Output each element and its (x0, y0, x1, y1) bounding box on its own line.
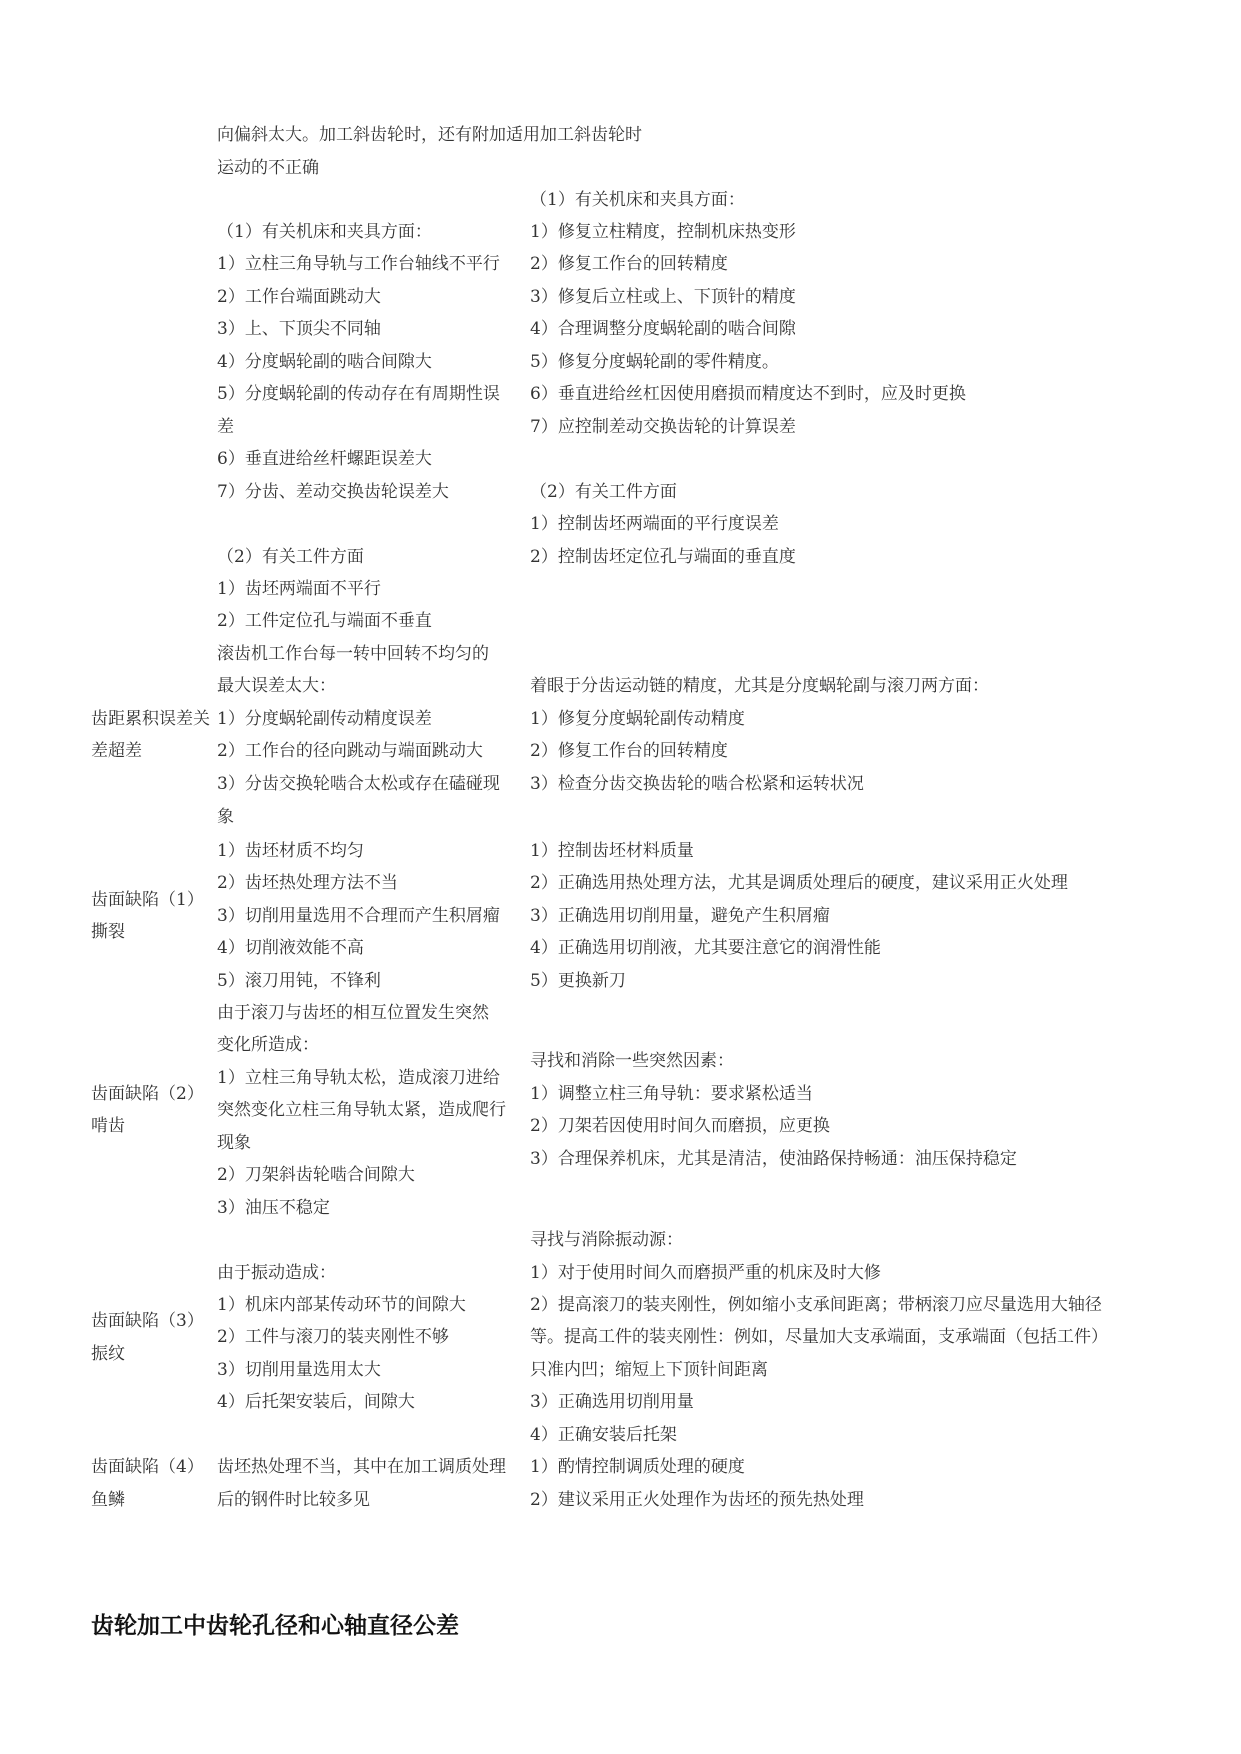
fix-line: 4）正确安装后托架 (530, 1425, 677, 1445)
fix-line: 3）正确选用切削用量，避免产生积屑瘤 (530, 906, 830, 926)
fix-line: 只准内凹；缩短上下顶针间距离 (530, 1360, 768, 1380)
fix-line: 4）合理调整分度蜗轮副的啮合间隙 (530, 319, 796, 339)
fix-line: 7）应控制差动交换齿轮的计算误差 (530, 417, 796, 437)
fix-line: 2）正确选用热处理方法，尤其是调质处理后的硬度，建议采用正火处理 (530, 873, 1068, 893)
fix-line: 1）修复分度蜗轮副传动精度 (530, 709, 745, 729)
cause-line: 3）上、下顶尖不同轴 (217, 319, 381, 339)
cause-line: 运动的不正确 (217, 158, 319, 178)
cause-line: 最大误差太大： (217, 676, 336, 696)
cause-line: 向偏斜太大。加工斜齿轮时，还有附加适用加工斜齿轮时 (217, 125, 642, 145)
cause-line: 2）刀架斜齿轮啮合间隙大 (217, 1165, 415, 1185)
cause-line: 变化所造成： (217, 1035, 319, 1055)
cause-line: （2）有关工件方面 (217, 547, 364, 567)
defect-label: 振纹 (91, 1344, 125, 1364)
fix-line: （2）有关工件方面 (530, 482, 677, 502)
cause-line: 由于振动造成： (217, 1263, 336, 1283)
fix-line: 5）修复分度蜗轮副的零件精度。 (530, 352, 779, 372)
cause-line: 2）工件定位孔与端面不垂直 (217, 611, 432, 631)
fix-line: 2）控制齿坯定位孔与端面的垂直度 (530, 547, 796, 567)
cause-line: 2）工作台端面跳动大 (217, 287, 381, 307)
fix-line: 4）正确选用切削液，尤其要注意它的润滑性能 (530, 938, 881, 958)
fix-line: 1）酌情控制调质处理的硬度 (530, 1457, 745, 1477)
fix-line: 等。提高工件的装夹刚性：例如，尽量加大支承端面，支承端面（包括工件） (530, 1327, 1108, 1347)
cause-line: 5）滚刀用钝，不锋利 (217, 971, 381, 991)
cause-line: 后的钢件时比较多见 (217, 1490, 370, 1510)
defect-label: 啃齿 (91, 1116, 125, 1136)
cause-line: 7）分齿、差动交换齿轮误差大 (217, 482, 449, 502)
fix-line: 5）更换新刀 (530, 971, 626, 991)
cause-line: 1）机床内部某传动环节的间隙大 (217, 1295, 466, 1315)
fix-line: 寻找与消除振动源： (530, 1230, 683, 1250)
cause-line: 齿坯热处理不当，其中在加工调质处理 (217, 1457, 506, 1477)
cause-line: 2）齿坯热处理方法不当 (217, 873, 398, 893)
fix-line: 1）控制齿坯两端面的平行度误差 (530, 514, 779, 534)
defect-label: 齿面缺陷（2） (91, 1084, 204, 1104)
defect-label: 齿面缺陷（3） (91, 1311, 204, 1331)
cause-line: 3）分齿交换轮啮合太松或存在磕碰现 (217, 774, 500, 794)
defect-label: 差超差 (91, 741, 142, 761)
cause-line: 1）分度蜗轮副传动精度误差 (217, 709, 432, 729)
fix-line: （1）有关机床和夹具方面： (530, 190, 745, 210)
defect-label: 齿面缺陷（4） (91, 1457, 204, 1477)
fix-line: 6）垂直进给丝杠因使用磨损而精度达不到时，应及时更换 (530, 384, 966, 404)
cause-line: （1）有关机床和夹具方面： (217, 222, 432, 242)
cause-line: 3）切削用量选用不合理而产生积屑瘤 (217, 906, 500, 926)
fix-line: 1）对于使用时间久而磨损严重的机床及时大修 (530, 1263, 881, 1283)
cause-line: 4）切削液效能不高 (217, 938, 364, 958)
fix-line: 1）修复立柱精度，控制机床热变形 (530, 222, 796, 242)
cause-line: 3）切削用量选用太大 (217, 1360, 381, 1380)
defect-label: 齿面缺陷（1） (91, 890, 204, 910)
fix-line: 2）修复工作台的回转精度 (530, 254, 728, 274)
fix-line: 2）提高滚刀的装夹刚性，例如缩小支承间距离；带柄滚刀应尽量选用大轴径 (530, 1295, 1102, 1315)
cause-line: 4）后托架安装后，间隙大 (217, 1392, 415, 1412)
cause-line: 6）垂直进给丝杆螺距误差大 (217, 449, 432, 469)
section-heading: 齿轮加工中齿轮孔径和心轴直径公差 (91, 1613, 459, 1639)
fix-line: 3）修复后立柱或上、下顶针的精度 (530, 287, 796, 307)
fix-line: 2）建议采用正火处理作为齿坯的预先热处理 (530, 1490, 864, 1510)
fix-line: 3）检查分齿交换齿轮的啮合松紧和运转状况 (530, 774, 864, 794)
cause-line: 滚齿机工作台每一转中回转不均匀的 (217, 644, 489, 664)
cause-line: 2）工作台的径向跳动与端面跳动大 (217, 741, 483, 761)
cause-line: 差 (217, 417, 234, 437)
defect-label: 撕裂 (91, 922, 125, 942)
defect-label: 鱼鳞 (91, 1490, 125, 1510)
fix-line: 1）调整立柱三角导轨：要求紧松适当 (530, 1084, 813, 1104)
cause-line: 3）油压不稳定 (217, 1198, 330, 1218)
cause-line: 1）立柱三角导轨与工作台轴线不平行 (217, 254, 500, 274)
cause-line: 2）工件与滚刀的装夹刚性不够 (217, 1327, 449, 1347)
fix-line: 2）刀架若因使用时间久而磨损，应更换 (530, 1116, 830, 1136)
fix-line: 3）正确选用切削用量 (530, 1392, 694, 1412)
cause-line: 突然变化立柱三角导轨太紧，造成爬行 (217, 1100, 506, 1120)
fix-line: 3）合理保养机床，尤其是清洁，使油路保持畅通：油压保持稳定 (530, 1149, 1017, 1169)
cause-line: 1）立柱三角导轨太松，造成滚刀进给 (217, 1068, 500, 1088)
cause-line: 5）分度蜗轮副的传动存在有周期性误 (217, 384, 500, 404)
fix-line: 2）修复工作台的回转精度 (530, 741, 728, 761)
cause-line: 象 (217, 807, 234, 827)
cause-line: 1）齿坯两端面不平行 (217, 579, 381, 599)
cause-line: 4）分度蜗轮副的啮合间隙大 (217, 352, 432, 372)
cause-line: 现象 (217, 1133, 251, 1153)
fix-line: 1）控制齿坯材料质量 (530, 841, 694, 861)
defect-label: 齿距累积误差关 (91, 709, 210, 729)
cause-line: 由于滚刀与齿坯的相互位置发生突然 (217, 1003, 489, 1023)
cause-line: 1）齿坯材质不均匀 (217, 841, 364, 861)
fix-line: 着眼于分齿运动链的精度，尤其是分度蜗轮副与滚刀两方面： (530, 676, 989, 696)
fix-line: 寻找和消除一些突然因素： (530, 1051, 734, 1071)
